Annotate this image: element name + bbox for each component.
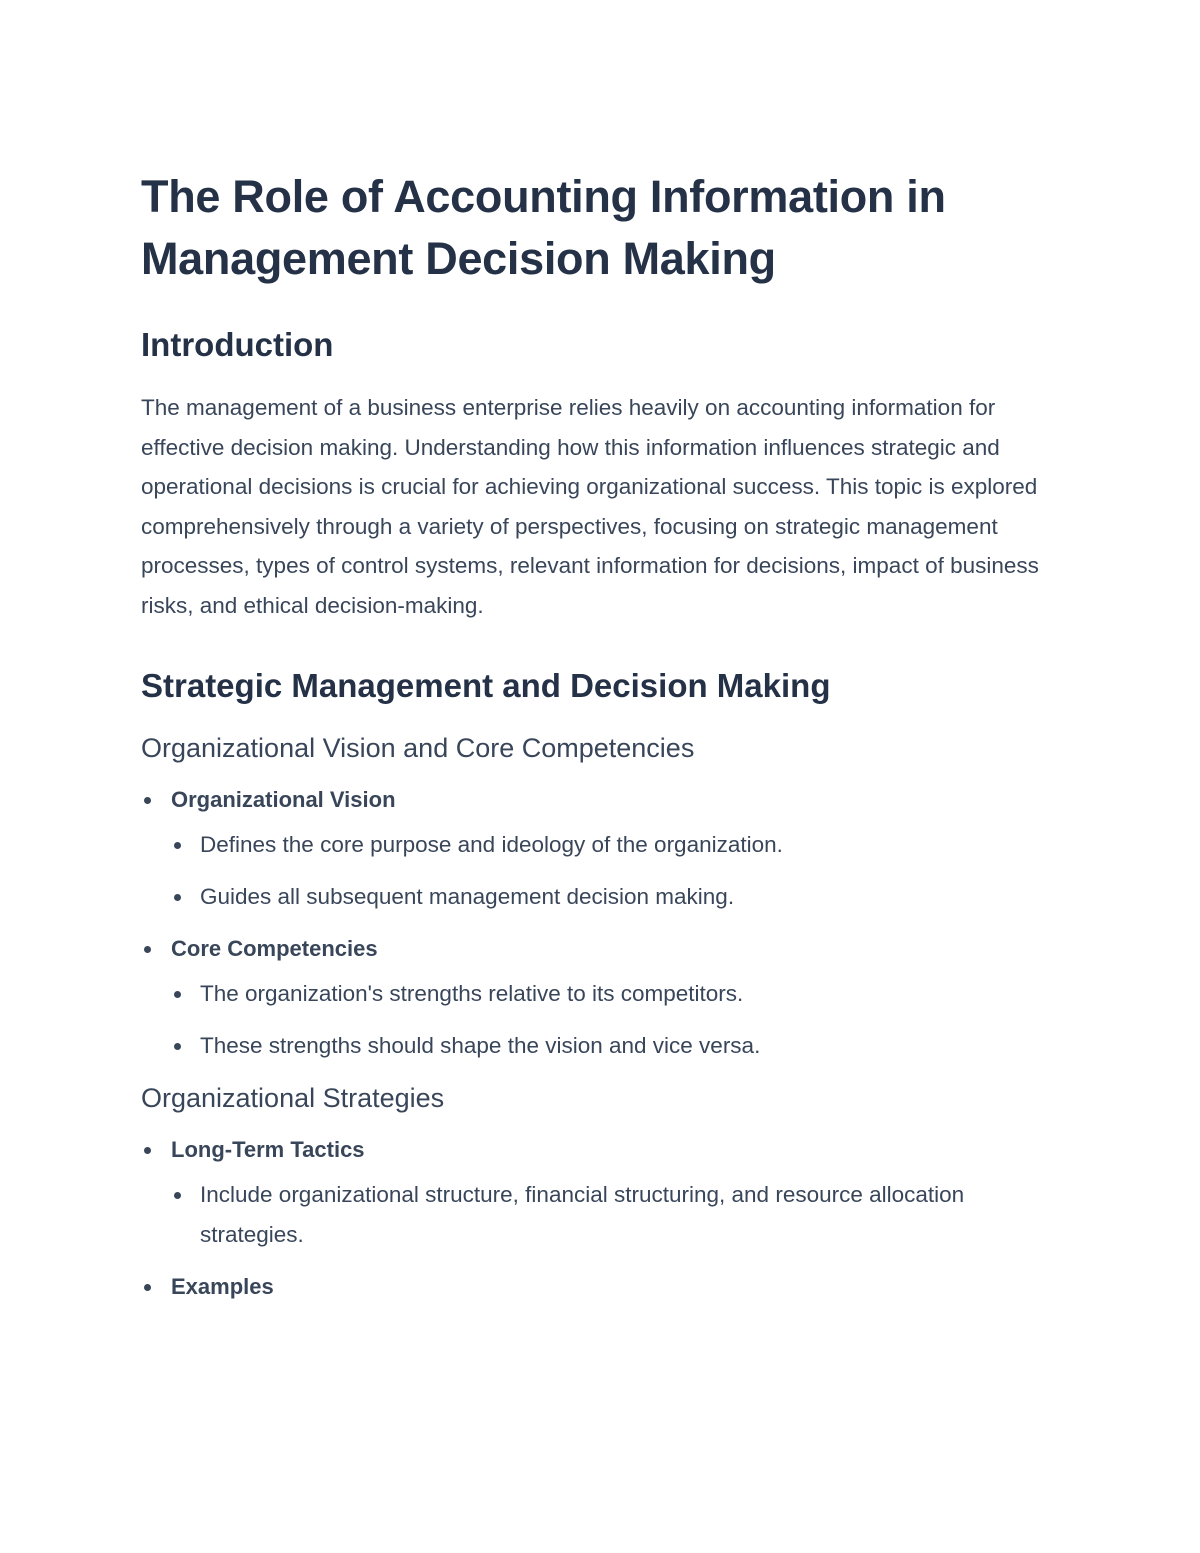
sub-list xyxy=(171,1175,1041,1255)
organizational-strategies-heading: Organizational Strategies xyxy=(141,1082,445,1113)
document-title: The Role of Accounting Information in Management Decision Making xyxy=(141,171,946,284)
document-page xyxy=(141,166,1041,1307)
list-item-label: Organizational Vision xyxy=(171,786,396,812)
sub-list xyxy=(171,974,1041,1066)
introduction-heading: Introduction xyxy=(141,326,334,363)
bullet-icon xyxy=(144,1147,151,1154)
sub-list-item xyxy=(171,974,1041,1014)
bullet-icon xyxy=(174,991,181,998)
organizational-strategies-list xyxy=(141,1130,1041,1307)
list-item xyxy=(141,1267,1041,1307)
sub-list-item-text: Defines the core purpose and ideology of the organization. xyxy=(200,831,783,857)
list-item xyxy=(141,1130,1041,1255)
vision-competencies-list xyxy=(141,780,1041,1066)
sub-list-item xyxy=(171,825,1041,865)
bullet-icon xyxy=(174,842,181,849)
strategic-management-heading: Strategic Management and Decision Making xyxy=(141,666,831,704)
list-item xyxy=(141,780,1041,917)
sub-list-item-text: These strengths should shape the vision and vice versa. xyxy=(200,1032,761,1058)
bullet-icon xyxy=(174,894,181,901)
sub-list xyxy=(171,825,1041,917)
list-item-label: Long-Term Tactics xyxy=(171,1136,365,1162)
vision-competencies-heading: Organizational Vision and Core Competencies xyxy=(141,732,695,763)
sub-list-item-text: Guides all subsequent management decision making. xyxy=(200,883,735,909)
bullet-icon xyxy=(144,797,151,804)
sub-list-item xyxy=(171,1026,1041,1066)
list-item-label: Core Competencies xyxy=(171,935,378,961)
bullet-icon xyxy=(144,1284,151,1291)
bullet-icon xyxy=(174,1192,181,1199)
sub-list-item xyxy=(171,1175,1041,1255)
introduction-paragraph: The management of a business enterprise relies heavily on accounting information for effective decision making. Understanding how this information influences strategic and operational decisions is crucial for achieving organizational success. This topic is explored comprehensively through a variety of perspectives, focusing on strategic management processes, types of control systems, relevant information for decisions, impact of business risks, and ethical decision-making. xyxy=(141,395,1039,618)
bullet-icon xyxy=(144,946,151,953)
bullet-icon xyxy=(174,1043,181,1050)
sub-list-item-text: Include organizational structure, financial structuring, and resource allocation strategies. xyxy=(200,1181,965,1247)
list-item-label: Examples xyxy=(171,1273,274,1299)
sub-list-item xyxy=(171,877,1041,917)
list-item xyxy=(141,929,1041,1066)
sub-list-item-text: The organization's strengths relative to its competitors. xyxy=(200,980,744,1006)
